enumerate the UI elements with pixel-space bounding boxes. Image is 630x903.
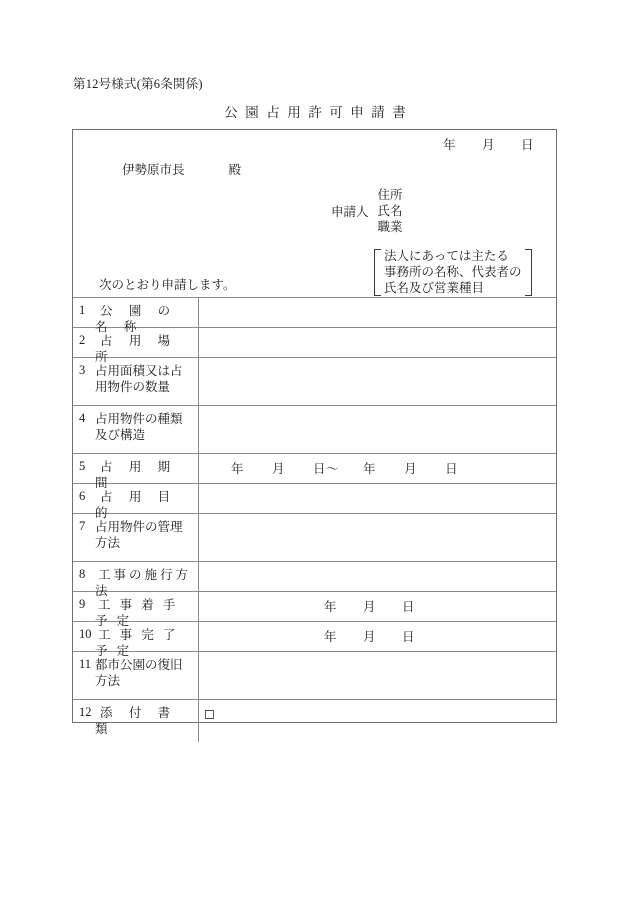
item-number: 7 <box>79 519 86 533</box>
item-label-cell <box>73 562 199 599</box>
item-label-text: 工 事 着 手 予 定 <box>95 598 179 629</box>
corporate-note-lines <box>381 249 525 296</box>
table-row <box>73 298 556 335</box>
item-label-line-1: 都市公園の復旧 <box>95 658 183 672</box>
table-row <box>73 406 556 454</box>
item-label-line-2: 用物件の数量 <box>95 380 171 395</box>
applicant-label: 申請人 <box>331 205 369 219</box>
period-end-month: 月 <box>404 462 418 476</box>
corporate-note-line-2: 事務所の名称、代表者の <box>384 264 522 279</box>
item-label-text: 公 園 の 名 称 <box>95 304 177 335</box>
addressee <box>122 160 241 178</box>
applicant-address-label: 住所 <box>377 188 403 202</box>
item-value-cell[interactable] <box>199 652 556 699</box>
item-label-text: 添 付 書 類 <box>95 706 177 737</box>
item-value-cell[interactable] <box>199 700 556 742</box>
applicant-block <box>331 187 403 235</box>
form-items-table <box>73 298 556 742</box>
item-number: 8 <box>79 567 86 581</box>
item-value-cell[interactable] <box>199 454 556 483</box>
end-day-label: 日 <box>402 630 416 644</box>
item-label-text <box>95 657 194 690</box>
item-label-line-1: 占用面積又は占 <box>95 364 183 378</box>
item-label-cell <box>73 484 199 521</box>
table-row <box>73 562 556 599</box>
date-year-label: 年 <box>442 138 456 152</box>
item-number: 12 <box>79 705 92 719</box>
item-label-line-2: 方法 <box>95 674 121 689</box>
item-label-cell <box>73 700 199 742</box>
item-number: 2 <box>79 333 86 347</box>
corporate-note-line-3: 氏名及び営業種目 <box>384 280 485 295</box>
table-row <box>73 700 556 742</box>
table-row <box>73 514 556 562</box>
table-row <box>73 358 556 406</box>
table-row <box>73 484 556 521</box>
corporate-note <box>374 249 532 296</box>
item-label-text: 工事の施行方法 <box>95 568 192 599</box>
intro-text: 次のとおり申請します。 <box>99 278 236 292</box>
item-number: 9 <box>79 597 86 611</box>
start-day-label: 日 <box>402 600 416 614</box>
period-end-year: 年 <box>363 462 377 476</box>
period-end-day: 日 <box>445 462 459 476</box>
item-number: 3 <box>79 363 86 377</box>
item-label-text: 占 用 場 所 <box>95 334 177 365</box>
item-label-cell <box>73 652 199 699</box>
table-row <box>73 622 556 659</box>
construction-end-date <box>205 630 415 644</box>
start-month-label: 月 <box>363 600 377 614</box>
occupancy-period-dates <box>205 462 458 476</box>
submission-date-line <box>443 135 534 153</box>
item-value-cell[interactable] <box>199 358 556 405</box>
applicant-fields <box>378 187 403 235</box>
item-label-cell <box>73 406 199 453</box>
corporate-note-line-1: 法人にあっては主たる <box>384 249 509 263</box>
item-value-cell[interactable] <box>199 328 556 357</box>
item-label-line-1: 占用物件の種類 <box>95 412 183 426</box>
item-value-cell[interactable] <box>199 592 556 621</box>
item-label-cell <box>73 592 199 629</box>
item-label-line-2: 方法 <box>95 536 121 551</box>
addressee-honorific: 殿 <box>228 163 242 177</box>
item-number: 1 <box>79 303 86 317</box>
item-value-cell[interactable] <box>199 622 556 651</box>
item-label-text: 占 用 期 間 <box>95 460 177 491</box>
end-year-label: 年 <box>324 630 338 644</box>
form-header-area <box>73 130 556 298</box>
item-number: 4 <box>79 411 86 425</box>
table-row <box>73 592 556 629</box>
form-number: 第12号様式(第6条関係) <box>73 77 203 91</box>
item-label-text: 占 用 目 的 <box>95 490 177 521</box>
item-number: 11 <box>79 657 92 671</box>
addressee-office: 伊勢原市長 <box>122 163 185 177</box>
item-label-cell <box>73 622 199 659</box>
item-label-cell <box>73 358 199 405</box>
item-label-cell <box>73 514 199 561</box>
item-value-cell[interactable] <box>199 298 556 327</box>
item-value-cell[interactable] <box>199 484 556 513</box>
item-number: 6 <box>79 489 86 503</box>
date-day-label: 日 <box>520 138 534 152</box>
period-start-month: 月 <box>272 462 286 476</box>
end-month-label: 月 <box>363 630 377 644</box>
item-label-line-2: 及び構造 <box>95 428 146 443</box>
item-label-text <box>95 411 194 444</box>
item-label-text <box>95 519 194 552</box>
period-start-day: 日〜 <box>313 462 340 476</box>
page-title: 公園占用許可申請書 <box>224 105 414 120</box>
period-start-year: 年 <box>231 462 245 476</box>
construction-start-date <box>205 600 415 614</box>
item-number: 5 <box>79 459 86 473</box>
item-value-cell[interactable] <box>199 514 556 561</box>
application-form-frame <box>72 129 557 737</box>
item-value-cell[interactable] <box>199 406 556 453</box>
item-label-cell <box>73 328 199 365</box>
item-number: 10 <box>79 627 92 641</box>
item-label-cell <box>73 298 199 335</box>
table-row <box>73 328 556 365</box>
date-month-label: 月 <box>481 138 495 152</box>
start-year-label: 年 <box>324 600 338 614</box>
applicant-occupation-label: 職業 <box>377 220 403 234</box>
table-row <box>73 652 556 700</box>
table-row <box>73 454 556 491</box>
item-label-text: 工 事 完 了 予 定 <box>95 628 179 659</box>
bracket-left-icon <box>374 249 381 296</box>
item-label-cell <box>73 454 199 491</box>
applicant-name-label: 氏名 <box>377 204 403 218</box>
attachment-checkbox[interactable] <box>205 710 214 719</box>
item-label-text <box>95 363 194 396</box>
item-value-cell[interactable] <box>199 562 556 591</box>
bracket-right-icon <box>525 249 532 296</box>
item-label-line-1: 占用物件の管理 <box>95 520 183 534</box>
